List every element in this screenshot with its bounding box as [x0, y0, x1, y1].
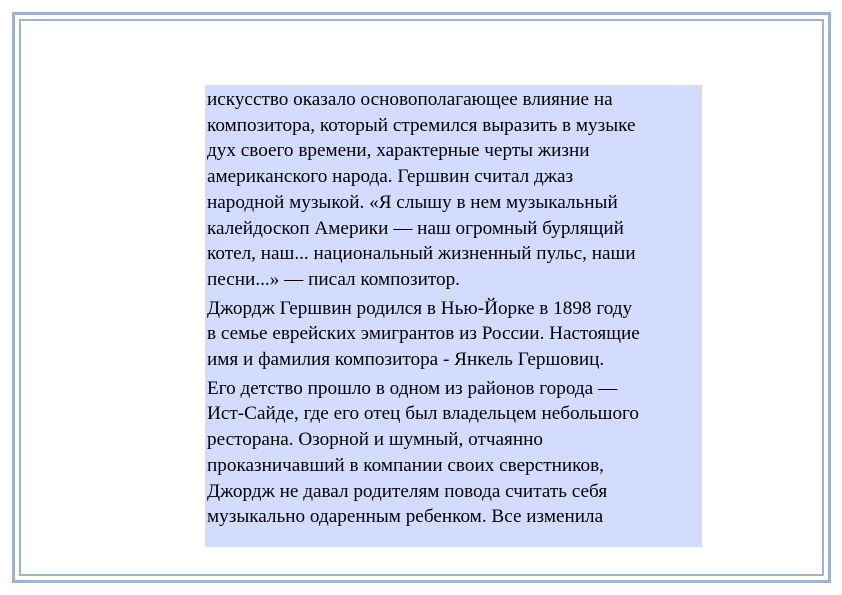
text-line: американского народа. Гершвин считал джаз	[207, 166, 574, 188]
text-line: котел, наш... национальный жизненный пульс, наши	[207, 243, 636, 265]
text-line: Ист-Сайде, где его отец был владельцем небольшого	[207, 403, 640, 425]
text-line: ресторана. Озорной и шумный, отчаянно	[207, 429, 543, 451]
text-box	[205, 85, 702, 547]
text-line: калейдоскоп Америки — наш огромный бурлящий	[207, 217, 624, 239]
paragraph-1	[207, 87, 702, 293]
paragraph-2	[207, 296, 702, 373]
text-line: имя и фамилия композитора - Янкель Гершовиц.	[207, 349, 605, 371]
text-line: композитора, который стремился выразить в музыке	[207, 114, 636, 136]
text-line: музыкально одаренным ребенком. Все изменила	[207, 506, 604, 528]
text-line: Джордж не давал родителям повода считать себя	[207, 480, 608, 502]
text-line: Его детство прошло в одном из районов города —	[207, 377, 618, 399]
text-line: проказничавший в компании своих сверстников,	[207, 454, 604, 476]
text-line: искусство оказало основополагающее влияние на	[207, 89, 613, 110]
text-line: песни...» — писал композитор.	[207, 268, 460, 290]
paragraph-3	[207, 376, 702, 530]
text-line: дух своего времени, характерные черты жизни	[207, 140, 590, 162]
text-line: в семье еврейских эмигрантов из России. Настоящие	[207, 323, 640, 345]
text-line: Джордж Гершвин родился в Нью-Йорке в 1898 году	[207, 297, 633, 319]
text-line: народной музыкой. «Я слышу в нем музыкальный	[207, 191, 618, 213]
